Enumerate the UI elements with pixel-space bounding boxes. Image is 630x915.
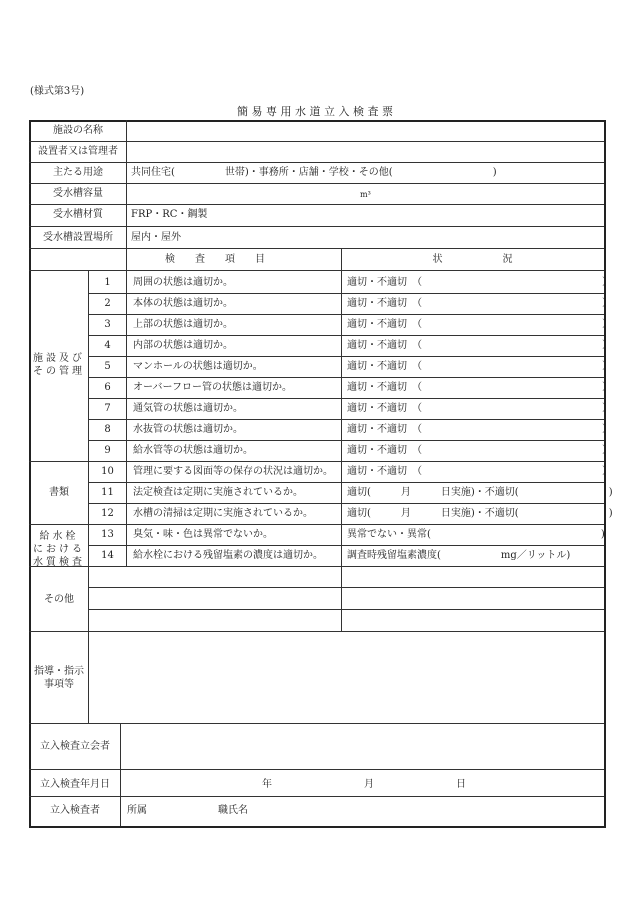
grid-line	[29, 796, 604, 797]
item-number: 4	[104, 340, 111, 351]
grid-line	[88, 545, 604, 546]
item-number: 6	[104, 382, 111, 393]
item-number: 11	[101, 487, 114, 498]
grid-line	[29, 183, 604, 184]
form-number: (様式第3号)	[30, 86, 85, 97]
item-status[interactable]: 適切・不適切 （ ）	[347, 340, 612, 351]
inspector-affiliation[interactable]: 所属	[127, 805, 147, 816]
tank-location-value[interactable]: 屋内・屋外	[131, 232, 181, 243]
inspection-items-header: 検 査 項 目	[165, 254, 265, 265]
group-other: その他	[44, 594, 74, 605]
form-title: 簡 易 専 用 水 道 立 入 検 査 票	[237, 105, 393, 118]
group-water-quality: 給水栓 における 水質検査	[33, 531, 85, 568]
grid-line	[29, 226, 604, 227]
grid-line	[29, 248, 604, 249]
item-text: 本体の状態は適切か。	[133, 298, 233, 309]
usage-value[interactable]: 共同住宅( 世帯)・事務所・店舗・学校・その他( )	[131, 167, 497, 178]
item-number: 5	[104, 361, 111, 372]
item-text: 水抜管の状態は適切か。	[133, 424, 243, 435]
grid-line	[29, 204, 604, 205]
item-text: 上部の状態は適切か。	[133, 319, 233, 330]
item-status[interactable]: 適切・不適切 （ ）	[347, 298, 612, 309]
item-status[interactable]: 異常でない・異常( )	[347, 529, 605, 540]
date-year[interactable]: 年	[262, 779, 272, 790]
grid-line	[88, 314, 604, 315]
item-number: 8	[104, 424, 111, 435]
usage-label: 主たる用途	[53, 167, 103, 178]
item-text: マンホールの状態は適切か。	[133, 361, 263, 372]
item-number: 7	[104, 403, 111, 414]
item-status[interactable]: 適切・不適切 （ ）	[347, 361, 612, 372]
grid-line	[29, 566, 604, 567]
installer-field[interactable]	[127, 141, 603, 161]
tank-material-value[interactable]: FRP・RC・鋼製	[131, 209, 208, 220]
grid-line	[88, 609, 604, 610]
date-day[interactable]: 日	[456, 779, 466, 790]
date-label: 立入検査年月日	[40, 779, 110, 790]
item-number: 13	[101, 529, 114, 540]
grid-line	[29, 162, 604, 163]
item-number: 3	[104, 319, 111, 330]
date-month[interactable]: 月	[364, 779, 374, 790]
item-status[interactable]: 適切・不適切 （ ）	[347, 277, 612, 288]
tank-location-label: 受水槽設置場所	[43, 232, 113, 243]
item-text: 臭気・味・色は異常でないか。	[133, 529, 273, 540]
grid-line	[29, 769, 604, 770]
item-text: 法定検査は定期に実施されているか。	[133, 487, 303, 498]
item-number: 1	[104, 277, 111, 288]
item-status[interactable]: 適切・不適切 （ ）	[347, 319, 612, 330]
facility-name-field[interactable]	[127, 120, 603, 140]
item-number: 10	[101, 466, 114, 477]
witness-field[interactable]	[121, 724, 603, 769]
grid-line	[88, 335, 604, 336]
tank-capacity-label: 受水槽容量	[53, 188, 103, 199]
item-text: 管理に要する図面等の保存の状況は適切か。	[133, 466, 333, 477]
group-documents: 書類	[49, 487, 69, 498]
inspector-label: 立入検査者	[50, 805, 100, 816]
item-text: 給水栓における残留塩素の濃度は適切か。	[133, 550, 323, 561]
grid-line	[88, 293, 604, 294]
item-text: 内部の状態は適切か。	[133, 340, 233, 351]
item-status[interactable]: 適切・不適切 （ ）	[347, 445, 612, 456]
item-text: オーバーフロー管の状態は適切か。	[133, 382, 292, 393]
grid-line	[29, 461, 604, 462]
item-status[interactable]: 適切( 月 日実施)・不適切( )	[347, 487, 613, 498]
item-number: 9	[104, 445, 111, 456]
item-text: 通気管の状態は適切か。	[133, 403, 243, 414]
witness-label: 立入検査立会者	[40, 741, 110, 752]
grid-line	[29, 631, 604, 632]
inspector-name-title[interactable]: 職氏名	[218, 805, 248, 816]
item-number: 2	[104, 298, 111, 309]
status-header: 状 況	[432, 254, 513, 265]
item-status[interactable]: 適切( 月 日実施)・不適切( )	[347, 508, 613, 519]
grid-line	[88, 482, 604, 483]
grid-line	[29, 270, 604, 271]
group-facility-management: 施設及び その管理	[33, 353, 85, 377]
item-number: 12	[101, 508, 114, 519]
item-status[interactable]: 適切・不適切 （ ）	[347, 424, 612, 435]
facility-name-label: 施設の名称	[53, 125, 103, 136]
tank-material-label: 受水槽材質	[53, 209, 103, 220]
item-text: 水槽の清掃は定期に実施されているか。	[133, 508, 313, 519]
installer-label: 設置者又は管理者	[38, 146, 118, 157]
grid-line	[88, 377, 604, 378]
item-status[interactable]: 調査時残留塩素濃度( mg／リットル)	[347, 550, 571, 561]
group-guidance: 指導・指示 事項等	[34, 666, 84, 690]
grid-line	[126, 270, 127, 566]
item-status[interactable]: 適切・不適切 （ ）	[347, 466, 612, 477]
grid-line	[88, 419, 604, 420]
grid-line	[88, 356, 604, 357]
capacity-unit: m³	[360, 190, 371, 199]
grid-line	[29, 524, 604, 525]
grid-line	[88, 398, 604, 399]
item-status[interactable]: 適切・不適切 （ ）	[347, 403, 612, 414]
item-text: 周囲の状態は適切か。	[133, 277, 233, 288]
grid-line	[88, 503, 604, 504]
item-number: 14	[101, 550, 114, 561]
grid-line	[88, 587, 604, 588]
grid-line	[29, 826, 606, 828]
grid-line	[88, 440, 604, 441]
item-text: 給水管等の状態は適切か。	[133, 445, 253, 456]
item-status[interactable]: 適切・不適切 （ ）	[347, 382, 612, 393]
